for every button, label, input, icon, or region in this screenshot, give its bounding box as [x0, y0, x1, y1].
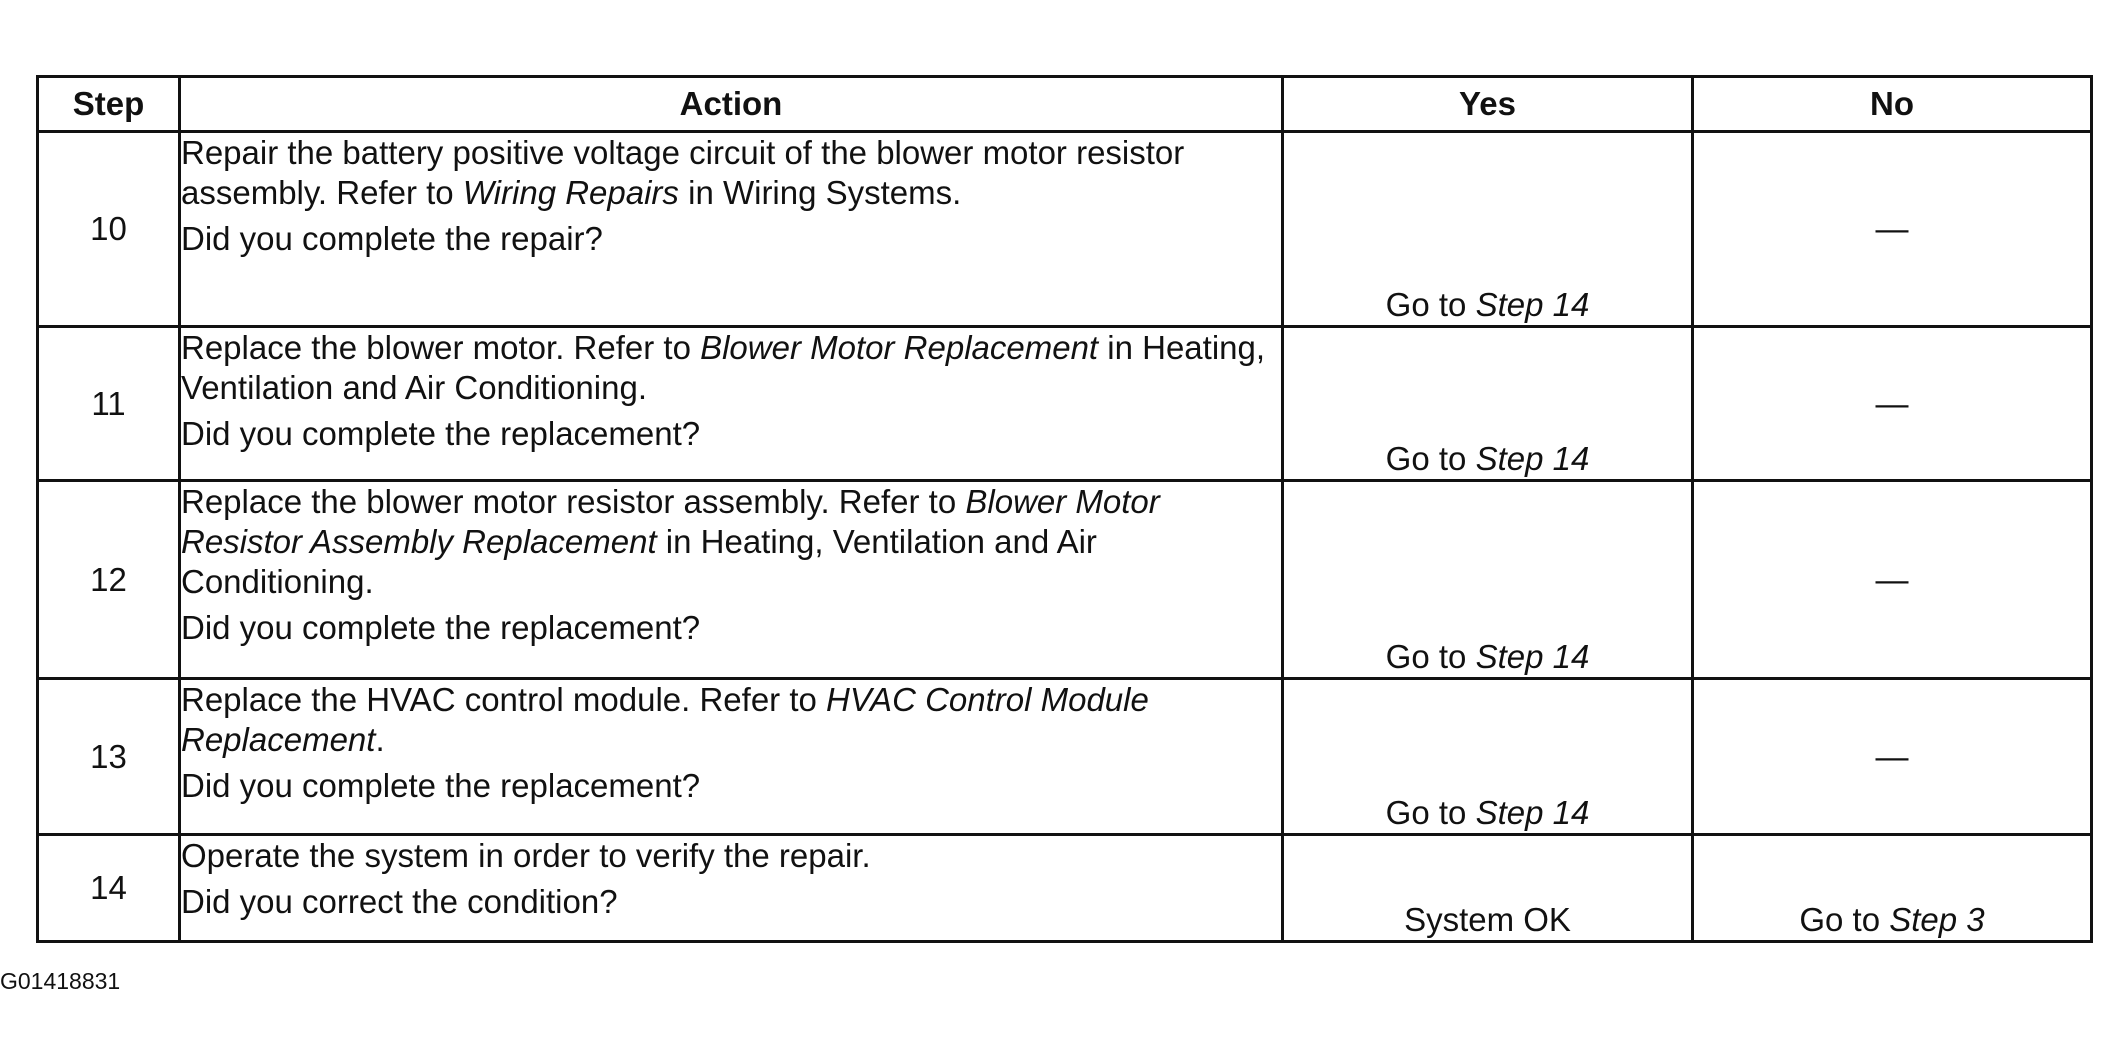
yes-cell: Go to Step 14 [1283, 679, 1693, 835]
action-cell [180, 327, 1283, 481]
step-number: 11 [38, 327, 180, 481]
step-number: 14 [38, 835, 180, 942]
table-row [38, 327, 2092, 481]
table-row [38, 835, 2092, 942]
action-text: Repair the battery positive voltage circuit of the blower motor resistor assembly. Refer to Wiring Repairs in Wiring Systems. [181, 134, 1185, 211]
no-cell: Go to Step 3 [1693, 835, 2092, 942]
no-cell: — [1693, 679, 2092, 835]
yes-step-reference: Step 14 [1475, 440, 1590, 477]
header-step: Step [38, 77, 180, 132]
yes-cell: System OK [1283, 835, 1693, 942]
reference-link: Blower Motor Replacement [700, 329, 1099, 366]
action-question: Did you complete the replacement? [181, 415, 701, 452]
header-yes: Yes [1283, 77, 1693, 132]
action-question: Did you complete the replacement? [181, 767, 701, 804]
yes-cell: Go to Step 14 [1283, 327, 1693, 481]
action-text: Replace the blower motor resistor assembly. Refer to Blower Motor Resistor Assembly Replacement in Heating, Ventilation and Air Conditioning. [181, 483, 1160, 600]
action-cell [180, 481, 1283, 679]
header-action: Action [180, 77, 1283, 132]
header-no: No [1693, 77, 2092, 132]
no-cell: — [1693, 132, 2092, 327]
no-step-reference: Step 3 [1889, 901, 1985, 938]
yes-step-reference: Step 14 [1475, 286, 1590, 323]
yes-cell: Go to Step 14 [1283, 132, 1693, 327]
table-row [38, 481, 2092, 679]
action-question: Did you complete the repair? [181, 220, 603, 257]
reference-link: Blower Motor Resistor Assembly Replacement [181, 483, 1160, 560]
reference-link: HVAC Control Module Replacement [181, 681, 1149, 758]
yes-step-reference: Step 14 [1475, 638, 1590, 675]
no-cell: — [1693, 481, 2092, 679]
action-cell [180, 132, 1283, 327]
table-row [38, 679, 2092, 835]
step-number: 13 [38, 679, 180, 835]
step-number: 12 [38, 481, 180, 679]
diagnostic-table [36, 75, 2093, 943]
action-question: Did you correct the condition? [181, 883, 618, 920]
action-cell [180, 679, 1283, 835]
action-text: Operate the system in order to verify the repair. [181, 837, 871, 874]
step-number: 10 [38, 132, 180, 327]
action-cell [180, 835, 1283, 942]
figure-id: G01418831 [0, 968, 121, 994]
no-cell: — [1693, 327, 2092, 481]
yes-cell: Go to Step 14 [1283, 481, 1693, 679]
reference-link: Wiring Repairs [462, 174, 679, 211]
action-text: Replace the blower motor. Refer to Blower Motor Replacement in Heating, Ventilation and Air Conditioning. [181, 329, 1266, 406]
table-row [38, 132, 2092, 327]
table-header-row [38, 77, 2092, 132]
action-text: Replace the HVAC control module. Refer to HVAC Control Module Replacement. [181, 681, 1149, 758]
action-question: Did you complete the replacement? [181, 609, 701, 646]
yes-step-reference: Step 14 [1475, 794, 1590, 831]
